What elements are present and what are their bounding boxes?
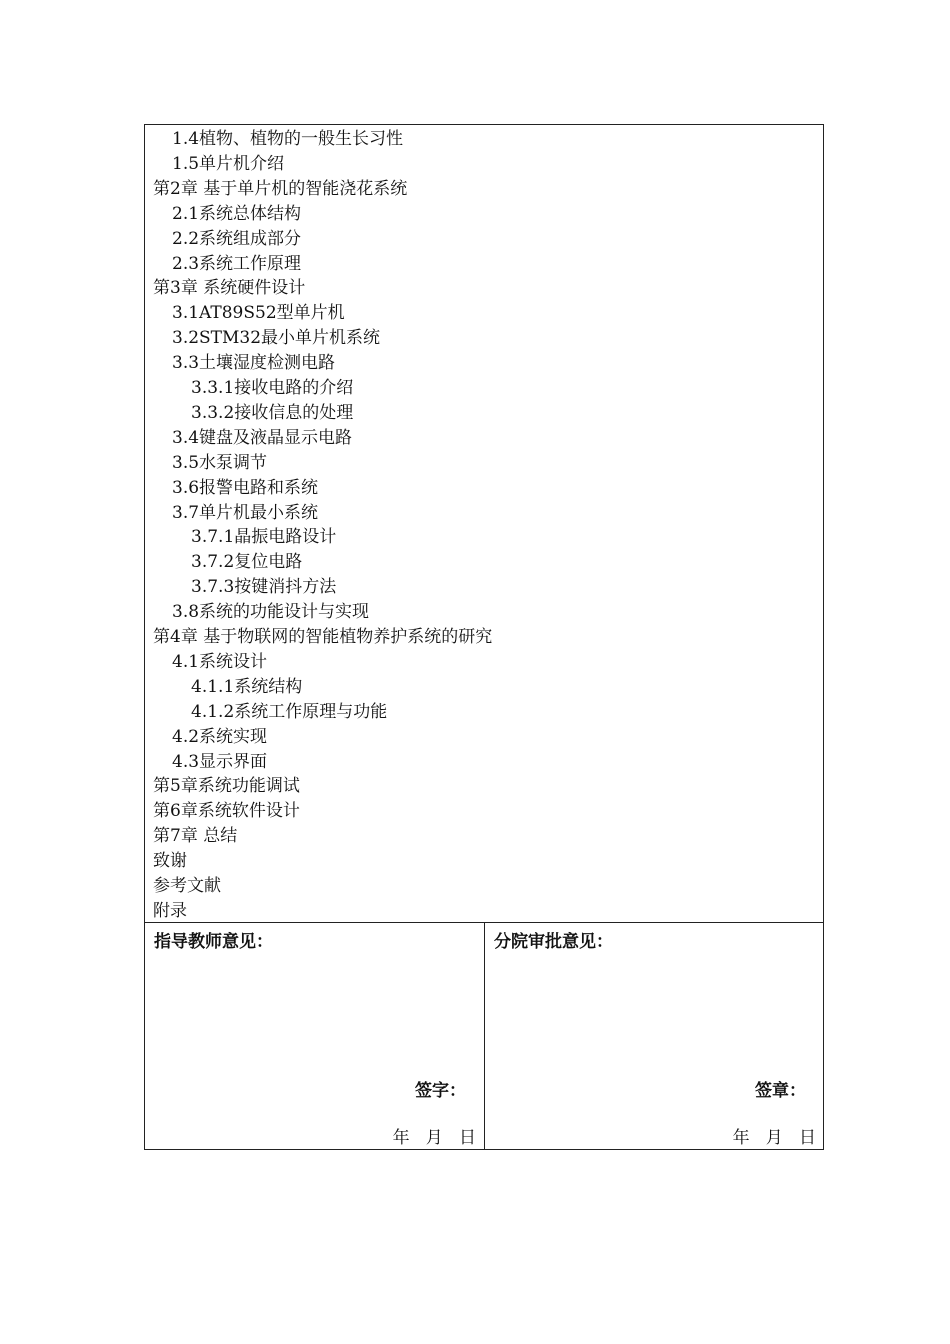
advisor-opinion-title: 指导教师意见： <box>154 932 273 952</box>
toc-entry: 附录 <box>153 900 187 921</box>
toc-entry: 第5章系统功能调试 <box>153 776 300 797</box>
toc-entry: 4.1系统设计 <box>172 651 268 672</box>
toc-entry: 3.2STM32最小单片机系统 <box>172 328 381 349</box>
toc-entry: 3.8系统的功能设计与实现 <box>172 602 370 623</box>
advisor-signature-label: 签字： <box>415 1081 466 1101</box>
toc-entry: 第6章系统软件设计 <box>153 801 300 822</box>
toc-entry: 第2章 基于单片机的智能浇花系统 <box>153 178 408 199</box>
toc-entry: 2.3系统工作原理 <box>172 253 302 274</box>
toc-entry: 4.1.1系统结构 <box>191 676 303 697</box>
form-frame <box>144 124 824 1150</box>
toc-entry: 第4章 基于物联网的智能植物养护系统的研究 <box>153 627 493 647</box>
toc-entry: 3.3.1接收电路的介绍 <box>191 378 354 398</box>
toc-entry: 2.2系统组成部分 <box>172 228 302 249</box>
toc-entry: 3.7.2复位电路 <box>191 552 303 573</box>
toc-entry: 4.1.2系统工作原理与功能 <box>191 701 388 722</box>
table-of-contents <box>145 125 823 922</box>
toc-entry: 3.7.1晶振电路设计 <box>191 527 337 548</box>
toc-entry: 3.7.3按键消抖方法 <box>191 577 337 598</box>
advisor-date-label: 年 月 日 <box>392 1128 476 1148</box>
toc-entry: 3.1AT89S52型单片机 <box>172 303 345 324</box>
toc-entry: 第3章 系统硬件设计 <box>153 278 306 299</box>
toc-entry: 4.3显示界面 <box>172 751 268 772</box>
department-seal-label: 签章： <box>755 1081 806 1101</box>
toc-entry: 1.4植物、植物的一般生长习性 <box>172 129 404 149</box>
toc-entry: 3.7单片机最小系统 <box>172 502 319 523</box>
toc-entry: 3.4键盘及液晶显示电路 <box>172 427 353 448</box>
toc-entry: 致谢 <box>153 851 187 872</box>
department-date-label: 年 月 日 <box>732 1128 816 1148</box>
department-approval-title: 分院审批意见： <box>494 932 613 952</box>
toc-entry: 1.5单片机介绍 <box>172 153 285 174</box>
advisor-opinion-cell <box>145 923 484 1150</box>
toc-entry: 3.6报警电路和系统 <box>172 477 319 498</box>
toc-entry: 第7章 总结 <box>153 826 238 847</box>
department-approval-cell <box>485 923 824 1150</box>
toc-entry: 4.2系统实现 <box>172 726 268 747</box>
toc-entry: 参考文献 <box>153 876 221 896</box>
toc-entry: 3.5水泵调节 <box>172 452 268 473</box>
toc-entry: 2.1系统总体结构 <box>172 203 302 224</box>
toc-entry: 3.3.2接收信息的处理 <box>191 402 354 423</box>
toc-entry: 3.3土壤湿度检测电路 <box>172 353 336 374</box>
